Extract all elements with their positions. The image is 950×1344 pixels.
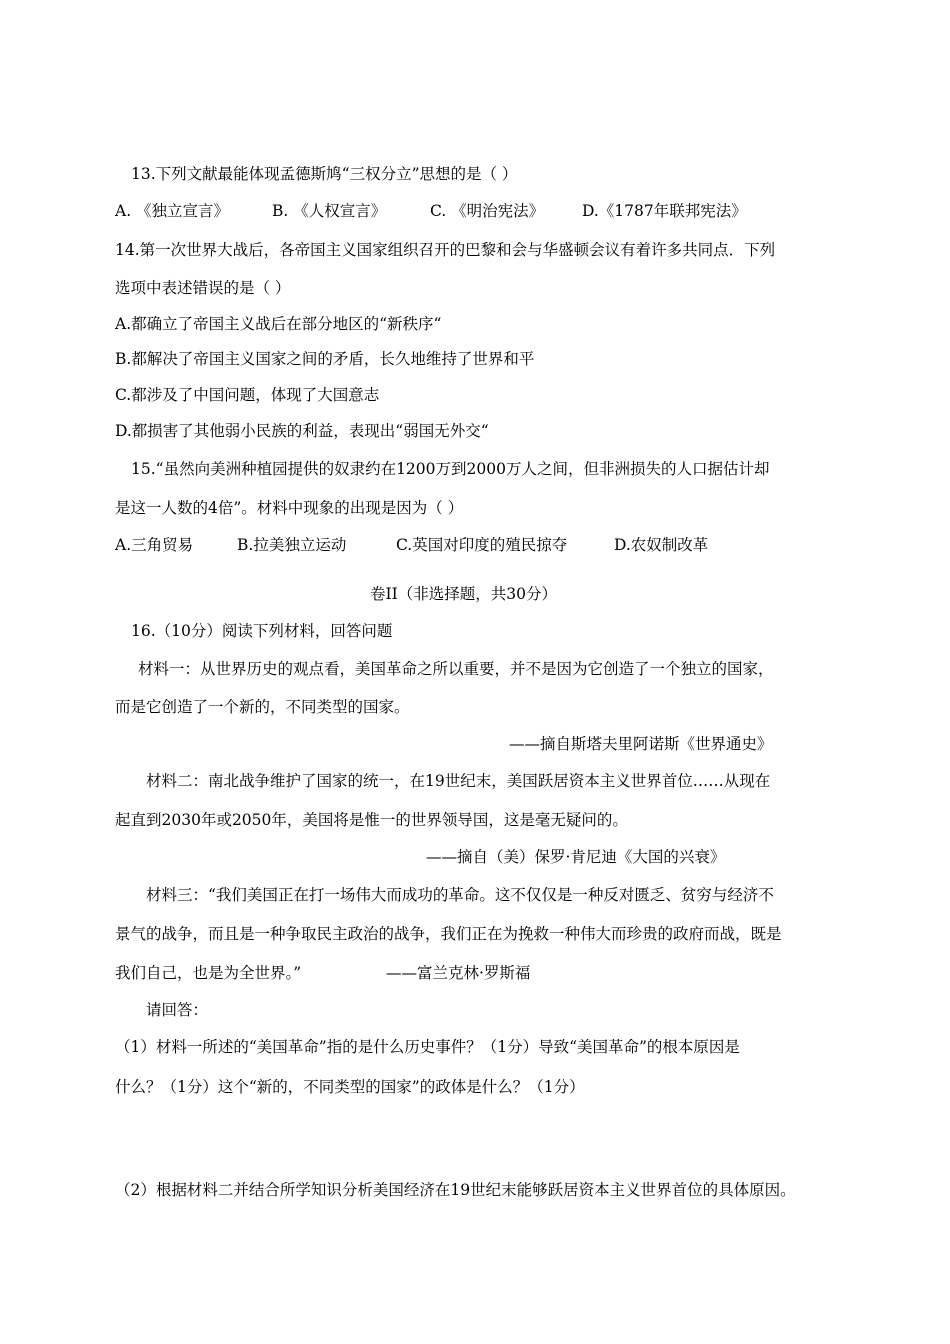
q14-option-d: D.都损害了其他弱小民族的利益，表现出“弱国无外交“: [115, 422, 489, 440]
q16-material3-line2: 景气的战争，而且是一种争取民主政治的战争，我们正在为挽救一种伟大而珍贵的政府而战，既是: [115, 925, 782, 943]
q16-material1-source: ——摘自斯塔夫里阿诺斯《世界通史》: [509, 735, 773, 753]
q16-material3-source: ——富兰克林·罗斯福: [386, 964, 531, 982]
q14-option-b: B.都解决了帝国主义国家之间的矛盾，长久地维持了世界和平: [115, 350, 535, 368]
q16-sub1-line2: 什么？（1分）这个“新的，不同类型的国家”的政体是什么？（1分）: [115, 1078, 585, 1096]
q14-stem-line2: 选项中表述错误的是（ ）: [115, 279, 291, 297]
q16-material2-line1: 材料二：南北战争维护了国家的统一，在19世纪末，美国跃居资本主义世界首位……从现在: [146, 772, 771, 790]
q14-option-a: A.都确立了帝国主义战后在部分地区的“新秩序“: [115, 315, 442, 333]
q16-sub1-line1: （1）材料一所述的“美国革命”指的是什么历史事件？（1分）导致“美国革命”的根本原因是: [115, 1038, 740, 1056]
q14-stem-line1: 14.第一次世界大战后，各帝国主义国家组织召开的巴黎和会与华盛顿会议有着许多共同点．下列: [115, 241, 776, 259]
q16-sub2: （2）根据材料二并结合所学知识分析美国经济在19世纪末能够跃居资本主义世界首位的具体原因。: [115, 1181, 796, 1199]
q15-option-a: A.三角贸易: [115, 536, 194, 554]
q16-material1-line1: 材料一：从世界历史的观点看，美国革命之所以重要，并不是因为它创造了一个独立的国家，: [138, 660, 774, 678]
q13-option-c: C. 《明治宪法》: [430, 202, 545, 220]
section-2-title: 卷II（非选择题，共30分）: [370, 585, 557, 603]
q15-stem-line1: 15.“虽然向美洲种植园提供的奴隶约在1200万到2000万人之间，但非洲损失的人口据估计却: [131, 460, 770, 478]
q16-material3-line3: 我们自己，也是为全世界。”: [115, 964, 302, 982]
q15-option-d: D.农奴制改革: [614, 536, 709, 554]
q16-material1-line2: 而是它创造了一个新的，不同类型的国家。: [115, 698, 410, 716]
q16-stem: 16.（10分）阅读下列材料，回答问题: [131, 622, 393, 640]
q16-prompt: 请回答：: [146, 1001, 209, 1019]
q16-material2-source: ——摘自（美）保罗·肯尼迪《大国的兴衰》: [426, 848, 726, 866]
q16-material3-line1: 材料三：“我们美国正在打一场伟大而成功的革命。这不仅仅是一种反对匮乏、贫穷与经济不: [146, 886, 774, 904]
q15-stem-line2: 是这一人数的4倍”。材料中现象的出现是因为（ ）: [115, 499, 464, 517]
q13-stem: 13.下列文献最能体现孟德斯鸠“三权分立”思想的是（ ）: [131, 165, 518, 183]
q13-option-b: B. 《人权宣言》: [272, 202, 387, 220]
q13-option-a: A. 《独立宣言》: [115, 202, 230, 220]
q15-option-b: B.拉美独立运动: [237, 536, 347, 554]
q14-option-c: C.都涉及了中国问题，体现了大国意志: [115, 386, 380, 404]
q15-option-c: C.英国对印度的殖民掠夺: [396, 536, 568, 554]
q13-option-d: D.《1787年联邦宪法》: [582, 202, 747, 220]
q16-material2-line2: 起直到2030年或2050年，美国将是惟一的世界领导国，这是毫无疑问的。: [115, 811, 628, 829]
